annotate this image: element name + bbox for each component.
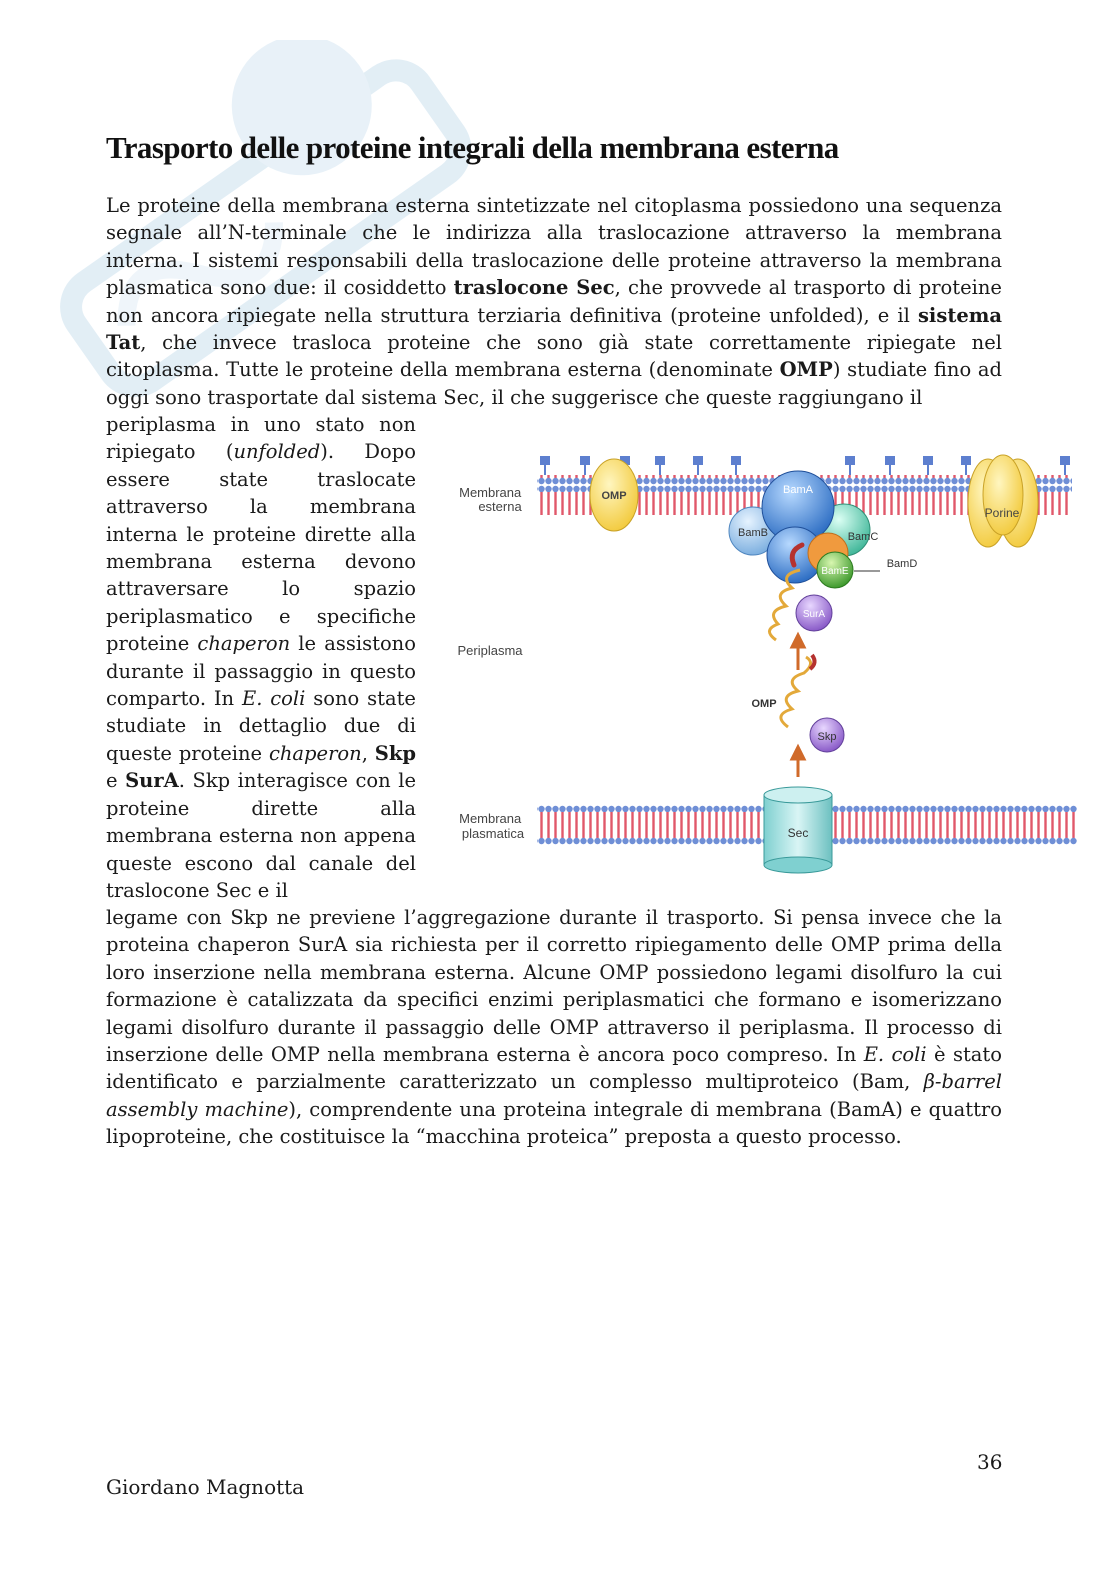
transport-arrows <box>792 635 804 777</box>
bamb-label: BamB <box>738 527 768 539</box>
paragraph-intro: Le proteine della membrana esterna sintetizzate nel citoplasma possiedono una sequenza segnale all’N-terminale che le indirizza alla traslocazione attraverso la membrana interna. I sistemi responsabili della traslocazione delle proteine attraverso la membrana plasmatica sono due: il cosiddetto traslocone Sec, che provvede al trasporto di proteine non ancora ripiegate nella struttura terziaria definitiva (proteine unfolded), e il sistema Tat, che invece trasloca proteine che sono già state correttamente ripiegate nel citoplasma. Tutte le proteine della membrana esterna (denominate OMP) studiate fino ad oggi sono trasportate dal sistema Sec, il che suggerisce che queste raggiungano il <box>106 194 1002 409</box>
plasma-membrane-label: Membrana plasmatica <box>459 811 525 841</box>
skp-label: Skp <box>817 731 837 743</box>
page-number: 36 <box>977 1450 1003 1474</box>
bama-label: BamA <box>783 484 813 496</box>
omp-top-label: OMP <box>601 490 627 502</box>
paragraph-column: periplasma in uno stato non ripiegato (unfolded). Dopo essere state traslocate attraverso la membrana interna le proteine dirette alla membrana esterna devono attraversare lo spazio periplasmatico e specifiche proteine chaperon le assistono durante il passaggio in questo comparto. In E. coli sono state studiate in dettaglio due di queste proteine chaperon, Skp e SurA. Skp interagisce con le proteine dirette alla membrana esterna non appena queste escono dal canale del traslocone Sec e il <box>106 413 417 902</box>
omp-transport-figure <box>440 445 1090 885</box>
sura-label: SurA <box>802 609 826 620</box>
omp-unfolded-chain <box>781 657 811 727</box>
bamc-label: BamC <box>847 531 879 543</box>
porine-label: Porine <box>984 506 1020 520</box>
bamd-label: BamD <box>886 558 918 570</box>
paragraph-conclusion: legame con Skp ne previene l’aggregazione durante il trasporto. Si pensa invece che la proteina chaperon SurA sia richiesta per il corretto ripiegamento delle OMP prima della loro inserzione nella membrana esterna. Alcune OMP possiedono legami disolfuro la cui formazione è catalizzata da specifici enzimi periplasmatici che formano e isomerizzano legami disolfuro durante il passaggio delle OMP attraverso il periplasma. Il processo di inserzione delle OMP nella membrana esterna è ancora poco compreso. In E. coli è stato identificato e parzialmente caratterizzato un complesso multiproteico (Bam, β-barrel assembly machine), comprendente una proteina integrale di membrana (BamA) e quattro lipoproteine, che costituisce la “macchina proteica” preposta a questo processo. <box>106 906 1002 1149</box>
footer-author: Giordano Magnotta <box>106 1475 305 1499</box>
bame-label: BamE <box>821 566 849 577</box>
sec-label: Sec <box>787 826 809 840</box>
porine-trimer <box>968 455 1038 547</box>
omp-mid-label: OMP <box>751 698 777 710</box>
page-title: Trasporto delle proteine integrali della membrana esterna <box>106 130 839 165</box>
periplasm-label: Periplasma <box>457 643 523 658</box>
outer-membrane-label: Membrana esterna <box>459 485 522 514</box>
